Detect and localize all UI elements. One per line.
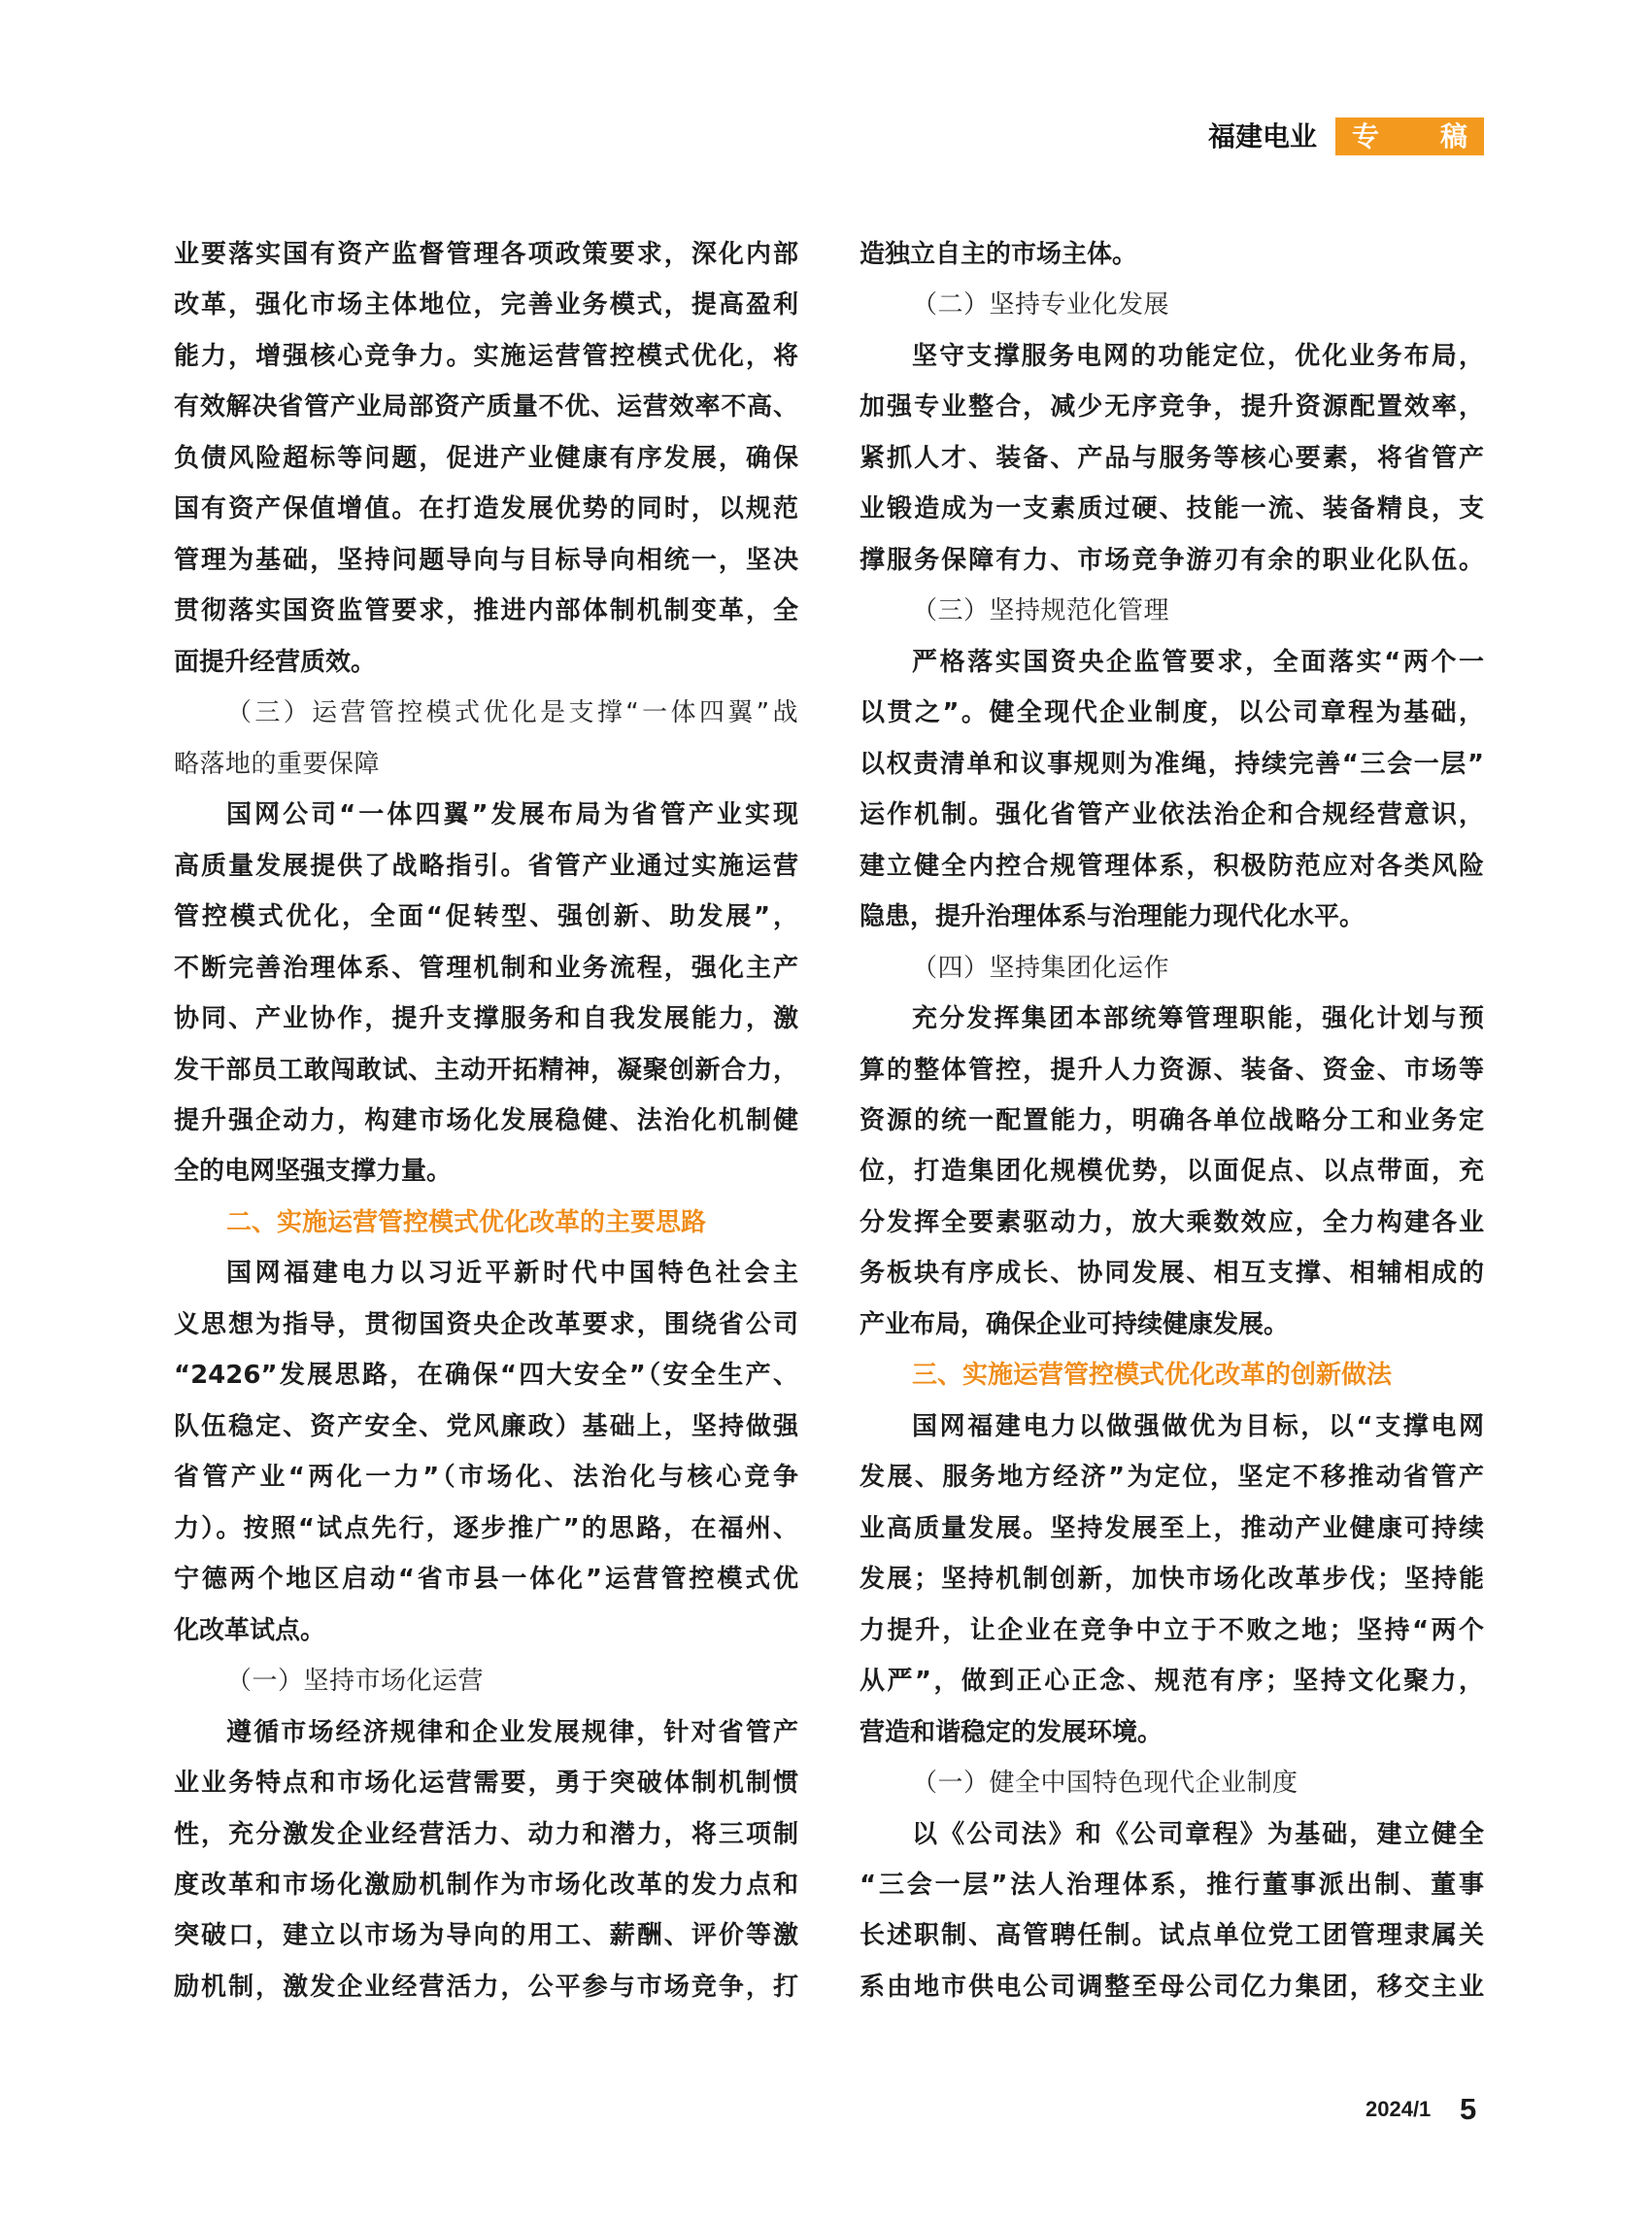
body-text-line: 业业务特点和市场化运营需要，勇于突破体制机制惯 [174, 1769, 798, 1799]
body-text-line: 坚守支撑服务电网的功能定位，优化业务布局， [912, 341, 1484, 371]
body-text-line: 系由地市供电公司调整至母公司亿力集团，移交主业 [860, 1972, 1484, 2002]
subheading-line: （四）坚持集团化运作 [912, 953, 1170, 983]
paragraph [174, 1707, 798, 2013]
body-text-line: 化改革试点。 [174, 1615, 326, 1645]
body-text-line: 义思想为指导，贯彻国资央企改革要求，围绕省公司 [174, 1309, 798, 1339]
body-text-line: 以《公司法》和《公司章程》为基础，建立健全 [912, 1819, 1484, 1849]
body-text-line: 能力，增强核心竞争力。实施运营管控模式优化，将 [174, 341, 798, 371]
body-text-line: 国网公司“一体四翼”发展布局为省管产业实现 [226, 800, 798, 830]
body-text-line: 隐患，提升治理体系与治理能力现代化水平。 [860, 902, 1365, 932]
body-text-line: 撑服务保障有力、市场竞争游刃有余的职业化队伍。 [860, 545, 1484, 575]
body-text-line: 遵循市场经济规律和企业发展规律，针对省管产 [226, 1717, 798, 1747]
subheading-line: （一）坚持市场化运营 [226, 1667, 485, 1697]
body-text-line: 务板块有序成长、协同发展、相互支撑、相辅相成的 [860, 1259, 1484, 1289]
subheading [860, 1758, 1484, 1808]
body-text-line: 以权责清单和议事规则为准绳，持续完善“三会一层” [860, 749, 1484, 779]
body-text-line: 面提升经营质效。 [174, 647, 377, 677]
body-text-line: 性，充分激发企业经营活力、动力和潜力，将三项制 [174, 1819, 798, 1849]
subheading-line: （一）健全中国特色现代企业制度 [912, 1769, 1298, 1799]
body-text-line: 造独立自主的市场主体。 [860, 240, 1138, 269]
body-text-line: 高质量发展提供了战略指引。省管产业通过实施运营 [174, 851, 798, 881]
body-text-line: 发展；坚持机制创新，加快市场化改革步伐；坚持能 [860, 1565, 1484, 1595]
subheading-line: 略落地的重要保障 [174, 749, 381, 779]
body-text-line: 建立健全内控合规管理体系，积极防范应对各类风险 [860, 851, 1484, 881]
subheading [860, 586, 1484, 636]
body-text-line: 管理为基础，坚持问题导向与目标导向相统一，坚决 [174, 545, 798, 575]
body-text-line: 不断完善治理体系、管理机制和业务流程，强化主产 [174, 953, 798, 983]
body-text-line: 力提升，让企业在竞争中立于不败之地；坚持“两个 [860, 1615, 1484, 1645]
page-number: 5 [1460, 2092, 1477, 2126]
body-text-line: 分发挥全要素驱动力，放大乘数效应，全力构建各业 [860, 1207, 1484, 1237]
paragraph [860, 331, 1484, 586]
body-text-line: 改革，强化市场主体地位，完善业务模式，提高盈利 [174, 290, 798, 320]
issue-label: 2024/1 [1365, 2097, 1432, 2121]
body-text-line: 管控模式优化，全面“促转型、强创新、助发展”， [174, 902, 798, 932]
body-text-line: 长述职制、高管聘任制。试点单位党工团管理隶属关 [860, 1921, 1484, 1951]
subheading-line: （三）坚持规范化管理 [912, 596, 1170, 626]
subheading [860, 280, 1484, 330]
section-heading [174, 1197, 798, 1248]
right-text-column [860, 229, 1484, 2012]
left-text-column [174, 229, 798, 2012]
subheading-line: （三）运营管控模式优化是支撑“一体四翼”战 [226, 698, 798, 728]
body-text-line: 宁德两个地区启动“省市县一体化”运营管控模式优 [174, 1565, 798, 1595]
body-text-line: 发干部员工敢闯敢试、主动开拓精神，凝聚创新合力， [174, 1055, 798, 1085]
body-text-line: 负债风险超标等问题，促进产业健康有序发展，确保 [174, 443, 798, 473]
paragraph [174, 1248, 798, 1656]
body-text-line: 有效解决省管产业局部资产质量不优、运营效率不高、 [174, 392, 798, 422]
body-text-line: 业高质量发展。坚持发展至上，推动产业健康可持续 [860, 1513, 1484, 1543]
body-text-line: 提升强企动力，构建市场化发展稳健、法治化机制健 [174, 1105, 798, 1135]
body-text-line: 严格落实国资央企监管要求，全面落实“两个一 [912, 647, 1484, 677]
body-text-line: 紧抓人才、装备、产品与服务等核心要素，将省管产 [860, 443, 1484, 473]
body-text-line: 产业布局，确保企业可持续健康发展。 [860, 1309, 1290, 1339]
body-text-line: 国网福建电力以习近平新时代中国特色社会主 [226, 1259, 798, 1289]
body-text-line: 全的电网坚强支撑力量。 [174, 1157, 453, 1187]
body-text-line: 充分发挥集团本部统筹管理职能，强化计划与预 [912, 1004, 1484, 1034]
paragraph [860, 1809, 1484, 2013]
section-tag: 专 稿 [1335, 118, 1484, 155]
body-text-line: 算的整体管控，提升人力资源、装备、资金、市场等 [860, 1055, 1484, 1085]
body-text-line: 发展、服务地方经济”为定位，坚定不移推动省管产 [860, 1463, 1484, 1493]
paragraph [174, 229, 798, 688]
body-text-line: 以贯之”。健全现代企业制度，以公司章程为基础， [860, 698, 1484, 728]
body-text-line: 力）。按照“试点先行，逐步推广”的思路，在福州、 [174, 1513, 798, 1543]
body-text-line: 位，打造集团化规模优势，以面促点、以点带面，充 [860, 1157, 1484, 1187]
body-text-line: 突破口，建立以市场为导向的用工、薪酬、评价等激 [174, 1921, 798, 1951]
body-text-line: 协同、产业协作，提升支撑服务和自我发展能力，激 [174, 1004, 798, 1034]
body-text-line: 加强专业整合，减少无序竞争，提升资源配置效率， [860, 392, 1484, 422]
body-text-line: 国有资产保值增值。在打造发展优势的同时，以规范 [174, 494, 798, 524]
paragraph [860, 994, 1484, 1350]
body-text-line: 资源的统一配置能力，明确各单位战略分工和业务定 [860, 1105, 1484, 1135]
section-heading-line: 二、实施运营管控模式优化改革的主要思路 [226, 1207, 707, 1237]
body-text-line: 运作机制。强化省管产业依法治企和合规经营意识， [860, 800, 1484, 830]
subheading [174, 688, 798, 790]
section-heading-line: 三、实施运营管控模式优化改革的创新做法 [912, 1361, 1393, 1391]
body-text-line: 营造和谐稳定的发展环境。 [860, 1717, 1163, 1747]
body-text-line: 国网福建电力以做强做优为目标，以“支撑电网 [912, 1411, 1484, 1441]
subheading-line: （二）坚持专业化发展 [912, 290, 1170, 320]
body-text-line: 省管产业“两化一力”（市场化、法治化与核心竞争 [174, 1463, 798, 1493]
body-text-line: “三会一层”法人治理体系，推行董事派出制、董事 [860, 1871, 1484, 1900]
paragraph [860, 1401, 1484, 1758]
body-text-line: 励机制，激发企业经营活力，公平参与市场竞争，打 [174, 1972, 798, 2002]
section-heading [860, 1350, 1484, 1400]
body-text-line: 度改革和市场化激励机制作为市场化改革的发力点和 [174, 1871, 798, 1900]
paragraph [860, 637, 1484, 943]
body-text-line: 业锻造成为一支素质过硬、技能一流、装备精良，支 [860, 494, 1484, 524]
subheading [860, 943, 1484, 994]
body-text-line: 队伍稳定、资产安全、党风廉政）基础上，坚持做强 [174, 1411, 798, 1441]
body-text-line: “2426”发展思路，在确保“四大安全”（安全生产、 [174, 1361, 798, 1391]
body-text-line: 业要落实国有资产监督管理各项政策要求，深化内部 [174, 240, 798, 269]
body-text-line: 从严”，做到正心正念、规范有序；坚持文化聚力， [860, 1667, 1484, 1697]
paragraph [174, 790, 798, 1197]
publication-title: 福建电业 [1208, 120, 1318, 152]
paragraph [860, 229, 1484, 280]
subheading [174, 1656, 798, 1706]
body-text-line: 贯彻落实国资监管要求，推进内部体制机制变革，全 [174, 596, 798, 626]
